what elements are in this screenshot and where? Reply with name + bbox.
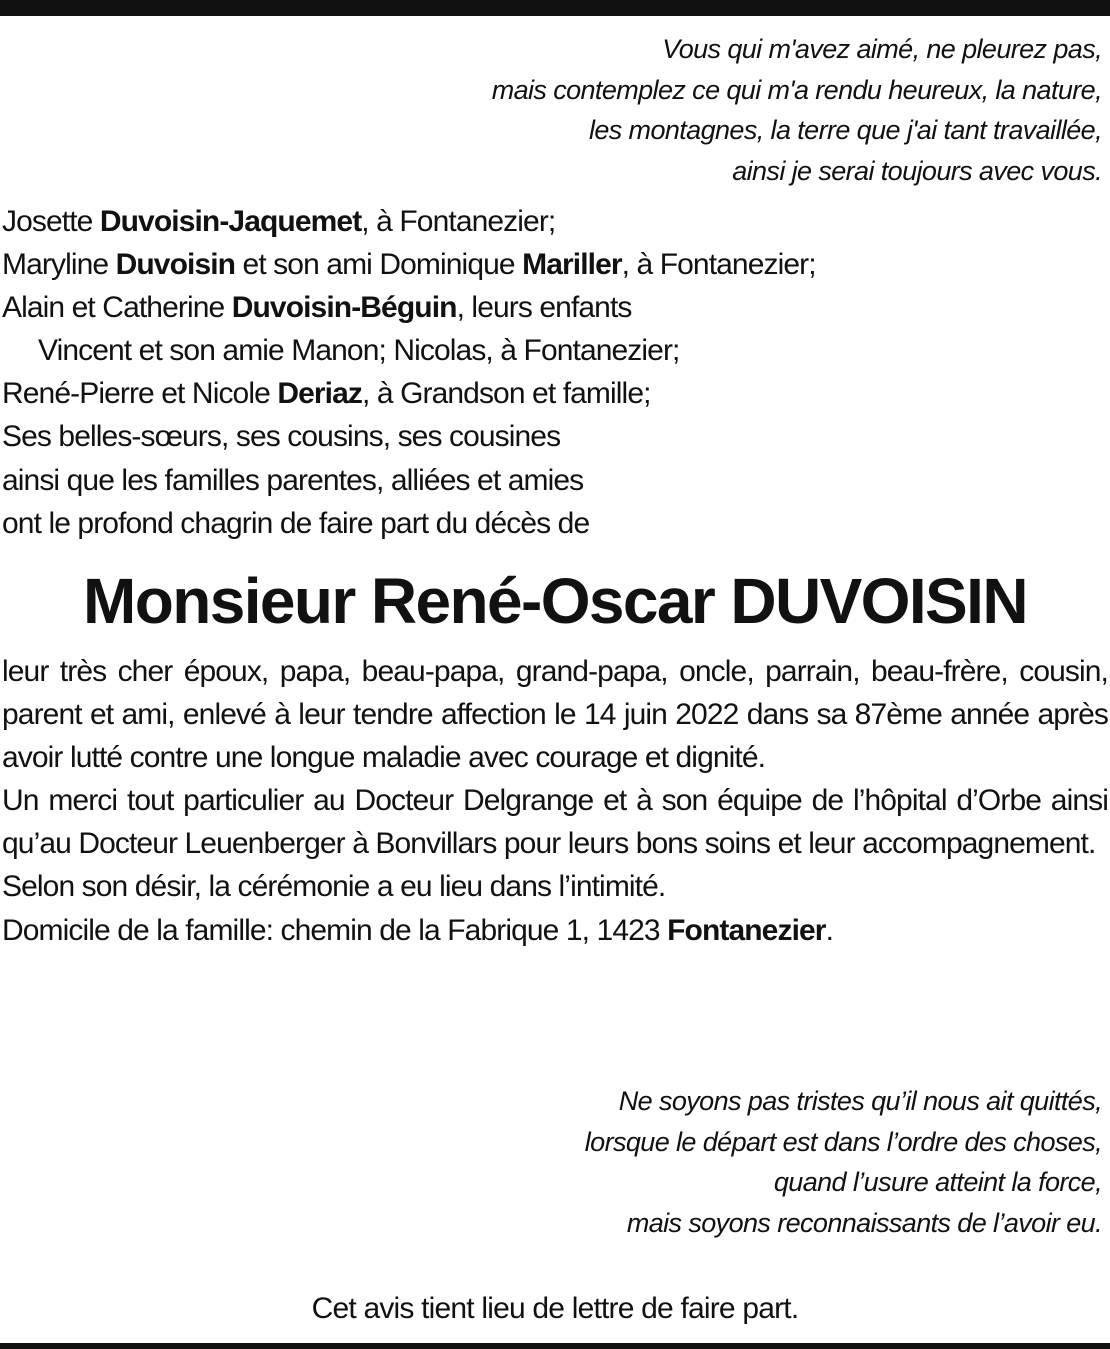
opening-poem [492,29,1102,191]
family-name: Deriaz [277,377,362,411]
thanks-paragraph: Un merci tout particulier au Docteur Delgrange et à son équipe de l’hôpital d’Orbe ainsi qu’au Docteur Leuenberger à Bonvillars pour leurs bons soins et leur accompagnement. [2,784,1108,861]
family-name: Duvoisin [115,248,236,282]
text-segment: , à Grandson et famille; [361,377,651,411]
text-segment: René-Pierre et Nicole [2,377,278,411]
family-list [2,200,816,545]
family-line: ainsi que les familles parentes, alliées et amies [2,463,584,497]
family-line: Vincent et son amie Manon; Nicolas, à Fontanezier; [38,334,680,368]
notice-body [2,650,1108,952]
text-segment: . [825,913,834,947]
tribute-paragraph: leur très cher époux, papa, beau-papa, grand-papa, oncle, parrain, beau-frère, cousin, parent et ami, enlevé à leur tendre affection le 14 juin 2022 dans sa 87ème année après avoir lutté contre une longue maladie avec courage et dignité. [2,655,1108,775]
poem-line: mais soyons reconnaissants de l’avoir eu. [626,1207,1102,1238]
top-rule [0,0,1110,16]
family-line [2,372,816,415]
text-segment: et son ami Dominique [235,248,523,282]
poem-line: Vous qui m'avez aimé, ne pleurez pas, [662,34,1102,64]
text-segment: Domicile de la famille: chemin de la Fabrique 1, 1423 [2,913,668,947]
family-line: Ses belles-sœurs, ses cousins, ses cousines [2,420,561,454]
poem-line: Ne soyons pas tristes qu’il nous ait quittés, [618,1086,1102,1116]
family-line [2,286,816,329]
family-name: Mariller [522,248,622,282]
family-line [2,243,816,286]
poem-line: lorsque le départ est dans l’ordre des choses, [584,1126,1102,1157]
text-segment: Alain et Catherine [2,291,232,325]
closing-note: Cet avis tient lieu de lettre de faire part. [311,1292,799,1325]
family-address [2,909,1108,952]
text-segment: Maryline [2,248,116,282]
text-segment: , leurs enfants [456,291,632,325]
bottom-rule [0,1343,1110,1349]
family-name: Duvoisin-Béguin [231,291,457,325]
text-segment: Josette [2,205,100,238]
text-segment: , à Fontanezier; [621,248,816,282]
place-name: Fontanezier [667,913,826,947]
closing-poem [585,1081,1102,1243]
poem-line: mais contemplez ce qui m'a rendu heureux, la nature, [491,74,1102,105]
ceremony-note: Selon son désir, la cérémonie a eu lieu dans l’intimité. [2,870,666,904]
poem-line: ainsi je serai toujours avec vous. [732,155,1102,186]
family-line [2,200,816,243]
poem-line: quand l’usure atteint la force, [773,1167,1102,1198]
text-segment: , à Fontanezier; [361,205,556,238]
family-line: ont le profond chagrin de faire part du décès de [2,506,590,540]
family-name: Duvoisin-Jaquemet [99,205,362,238]
deceased-name: Monsieur René-Oscar DUVOISIN [83,565,1027,637]
poem-line: les montagnes, la terre que j'ai tant travaillée, [588,115,1102,146]
